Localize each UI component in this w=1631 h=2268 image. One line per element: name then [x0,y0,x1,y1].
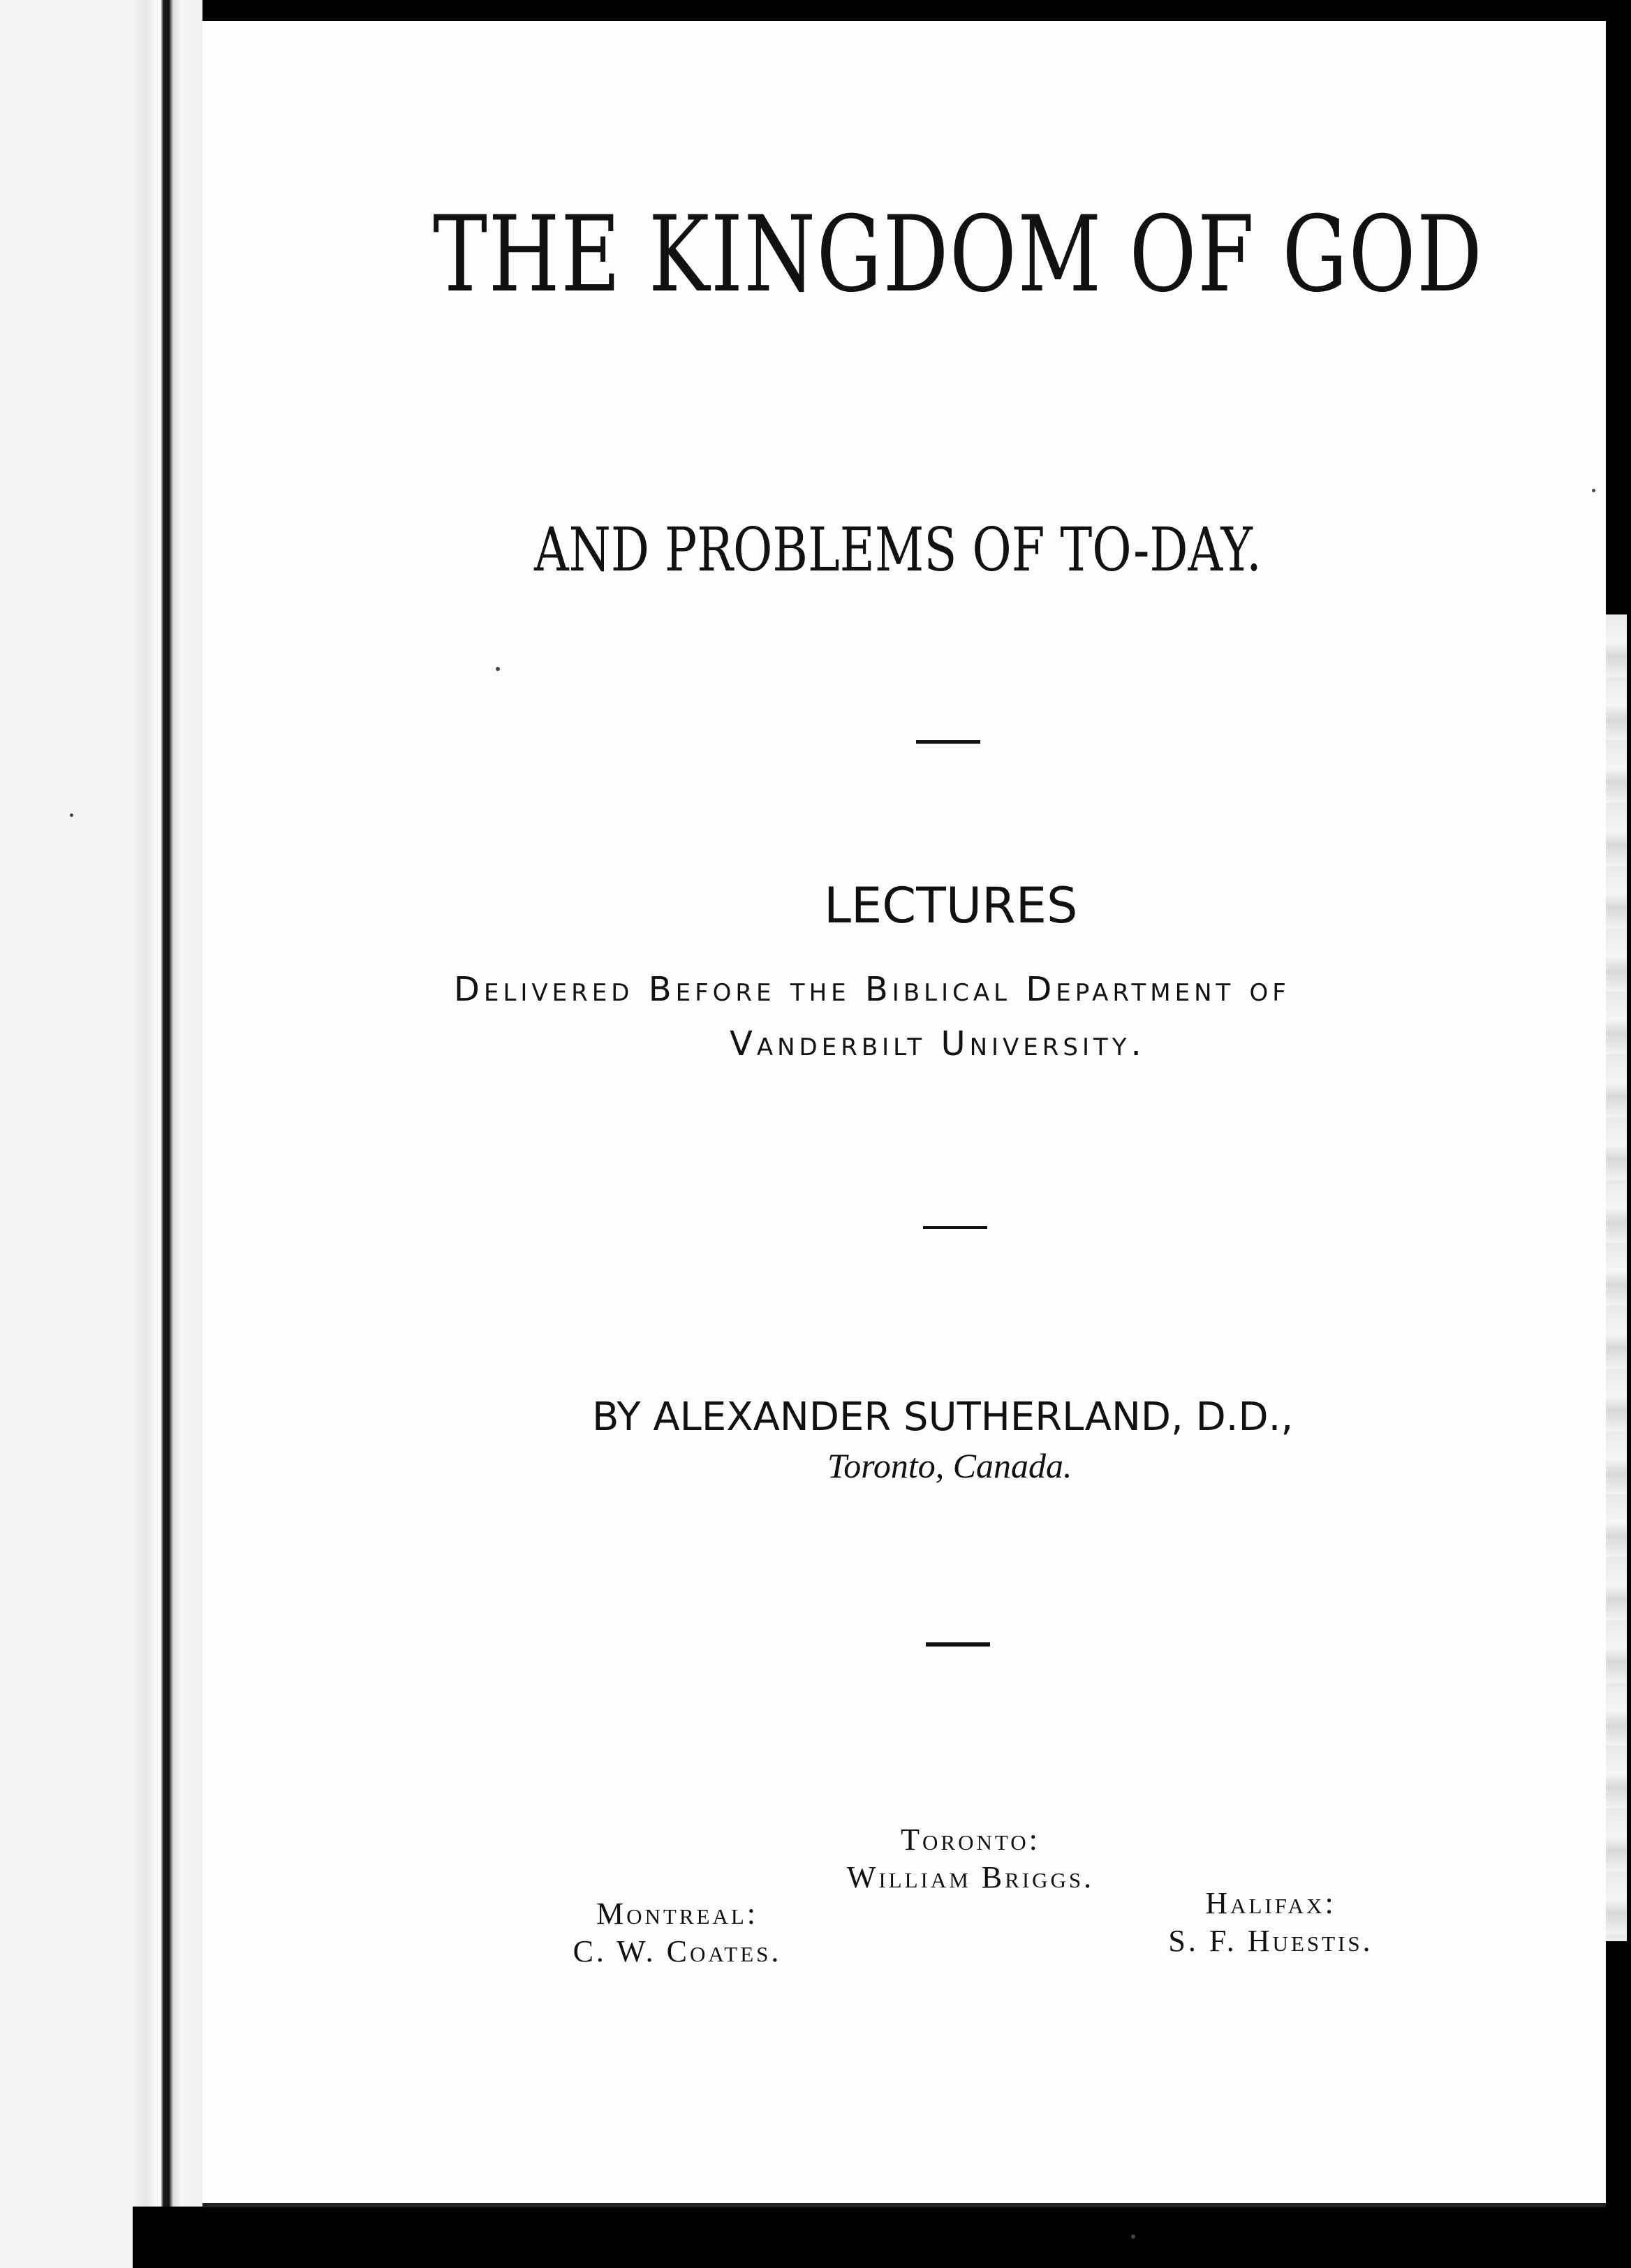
author-location: Toronto, Canada. [827,1446,1072,1485]
publisher-city: Montreal: [596,1897,758,1931]
divider-rule-3 [926,1642,990,1647]
publisher-city: Halifax: [1205,1886,1336,1920]
publisher-name: William Briggs. [846,1860,1095,1894]
page-bottom-edge [202,2203,1606,2207]
publisher-city: Toronto: [901,1822,1040,1857]
publisher-toronto [796,1821,1145,1896]
publisher-name: S. F. Huestis. [1168,1923,1373,1958]
publisher-name: C. W. Coates. [573,1934,782,1968]
publisher-halifax [1096,1885,1445,1959]
publisher-montreal [503,1895,852,1970]
lectures-description-line2: Vanderbilt University. [730,1024,1146,1063]
book-subtitle: AND PROBLEMS OF TO-DAY. [534,515,1262,585]
author-line: BY ALEXANDER SUTHERLAND, D.D., [592,1394,1294,1440]
lectures-description-line1: Delivered Before the Biblical Department of [454,970,1290,1009]
divider-rule-1 [916,740,980,744]
lectures-heading: LECTURES [824,877,1078,934]
left-page-edge [0,0,133,2268]
book-gutter [133,0,202,2207]
divider-rule-2 [923,1226,987,1229]
book-title: THE KINGDOM OF GOD [433,194,1484,316]
